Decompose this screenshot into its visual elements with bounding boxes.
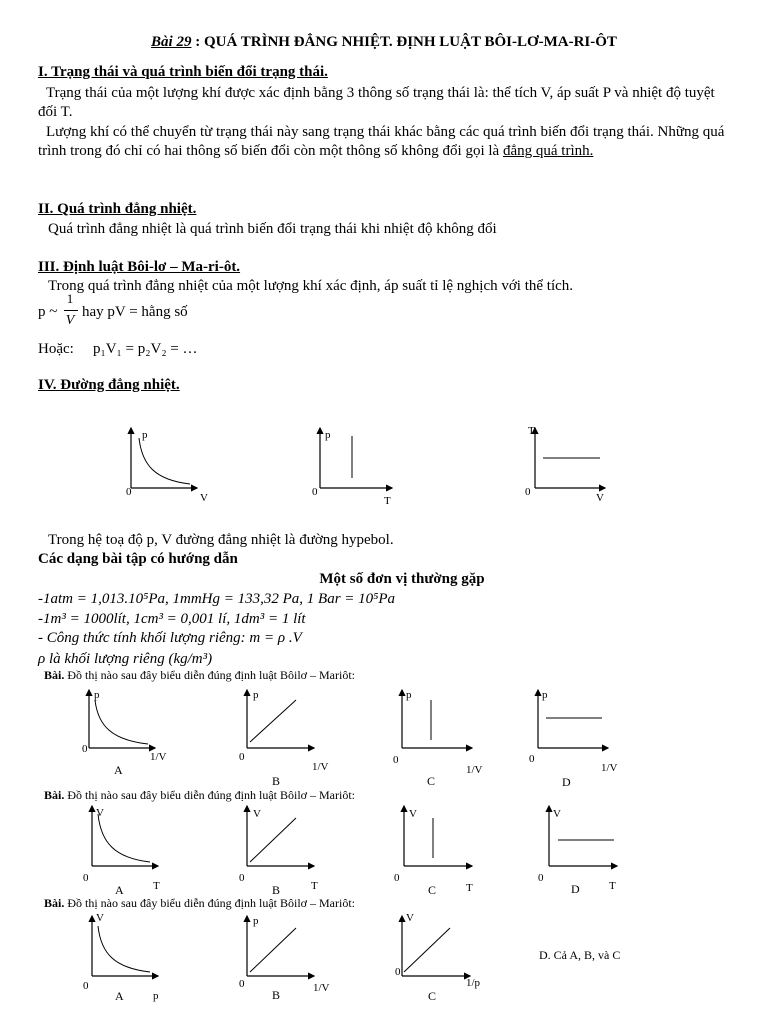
section2-heading: II. Quá trình đẳng nhiệt. <box>38 201 197 217</box>
svg-text:0: 0 <box>239 978 245 990</box>
lesson-number: Bài 29 <box>151 34 192 50</box>
svg-text:p: p <box>253 689 259 701</box>
section3-heading: III. Định luật Bôi-lơ – Ma-ri-ôt. <box>38 259 241 275</box>
svg-text:1/V: 1/V <box>150 751 167 763</box>
origin-label: 0 <box>525 486 531 498</box>
alt-label: Hoặc: <box>38 341 74 357</box>
hyperbola-curve <box>98 926 150 972</box>
q3-graph-b <box>239 915 330 1002</box>
straight-line <box>250 818 296 862</box>
svg-text:0: 0 <box>82 743 88 755</box>
unit-line-1: -1atm = 1,013.10⁵Pa, 1mmHg = 133,32 Pa, 1 Bar = 10⁵Pa <box>38 591 396 607</box>
formula-prefix: p ~ <box>38 304 58 320</box>
option-label: A <box>115 883 124 897</box>
svg-text:0: 0 <box>395 966 401 978</box>
svg-text:0: 0 <box>394 872 400 884</box>
isotherm-graph-tv <box>525 425 605 504</box>
svg-text:0: 0 <box>529 753 535 765</box>
q1-graph-a <box>82 689 167 777</box>
hyperbola-curve <box>98 814 150 862</box>
option-label: A <box>115 989 124 1003</box>
axis-y-label: p <box>142 429 148 441</box>
svg-text:1/p: 1/p <box>466 977 481 989</box>
svg-text:V: V <box>96 807 104 819</box>
svg-text:V: V <box>96 912 104 924</box>
svg-text:T: T <box>153 880 160 892</box>
question-3: Bài. Đồ thị nào sau đây biểu diễn đúng định luật Bôilơ – Mariôt: <box>44 896 355 910</box>
option-label: B <box>272 988 281 1002</box>
unit-line-3: - Công thức tính khối lượng riêng: m = ρ .V <box>38 630 302 646</box>
svg-text:0: 0 <box>83 872 89 884</box>
svg-text:1/V: 1/V <box>313 982 330 994</box>
formula-suffix: hay pV = hằng số <box>82 304 188 320</box>
q1-graph-d <box>529 689 618 789</box>
axis-y-label: T <box>528 425 535 437</box>
question-1: Bài. Đồ thị nào sau đây biểu diễn đúng định luật Bôilơ – Mariôt: <box>44 668 355 682</box>
isotherm-graph-pv <box>126 428 208 504</box>
question-2: Bài. Đồ thị nào sau đây biểu diễn đúng định luật Bôilơ – Mariôt: <box>44 788 355 802</box>
isotherm-graph-pt <box>312 428 392 507</box>
section1-para1: Trạng thái của một lượng khí được xác định bằng 3 thông số trạng thái là: thể tích V, áp suất P và nhiệt độ tuyệt đối T. <box>38 85 715 120</box>
units-title: Một số đơn vị thường gặp <box>319 571 485 587</box>
svg-text:1/V: 1/V <box>601 762 618 774</box>
svg-text:0: 0 <box>538 872 544 884</box>
exercises-heading: Các dạng bài tập có hướng dẫn <box>38 551 238 567</box>
formula-numerator: 1 <box>66 291 74 306</box>
unit-line-2: -1m³ = 1000lít, 1cm³ = 0,001 lí, 1dm³ = 1 lít <box>38 611 306 627</box>
straight-line <box>250 700 296 742</box>
option-label: C <box>428 883 437 897</box>
svg-text:p: p <box>253 915 259 927</box>
svg-text:p: p <box>542 689 548 701</box>
q2-graph-d <box>538 806 617 896</box>
option-label: D <box>562 775 571 789</box>
q2-graph-b <box>239 806 318 897</box>
q2-graph-a <box>83 806 160 897</box>
svg-text:p: p <box>153 990 159 1002</box>
option-label: C <box>427 774 436 788</box>
axis-x-label: V <box>596 492 604 504</box>
option-label: D <box>571 882 580 896</box>
svg-text:1/V: 1/V <box>312 761 329 773</box>
option-label: B <box>272 774 281 788</box>
lesson-title: QUÁ TRÌNH ĐẲNG NHIỆT. ĐỊNH LUẬT BÔI-LƠ-MA-RI-ÔT <box>203 34 617 50</box>
axis-y-label: p <box>325 429 331 441</box>
hyperbola-curve <box>139 438 190 484</box>
svg-text:T: T <box>466 882 473 894</box>
svg-text:T: T <box>311 880 318 892</box>
svg-text:0: 0 <box>239 872 245 884</box>
axis-x-label: V <box>200 492 208 504</box>
straight-line <box>404 928 450 972</box>
q2-graph-c <box>394 806 473 897</box>
svg-text:0: 0 <box>393 754 399 766</box>
svg-text:0: 0 <box>83 980 89 992</box>
origin-label: 0 <box>126 486 132 498</box>
q3-graph-c <box>395 912 481 1003</box>
q3-graph-a <box>83 912 159 1003</box>
unit-line-4: ρ là khối lượng riêng (kg/m³) <box>38 651 213 667</box>
svg-text:1/V: 1/V <box>466 764 483 776</box>
section3-para: Trong quá trình đẳng nhiệt của một lượng khí xác định, áp suất tỉ lệ nghịch với thể tích. <box>48 278 574 294</box>
section1-heading: I. Trạng thái và quá trình biến đổi trạng thái. <box>38 64 328 80</box>
origin-label: 0 <box>312 486 318 498</box>
option-label: B <box>272 883 281 897</box>
formula-denominator: V <box>65 313 75 328</box>
section2-para: Quá trình đẳng nhiệt là quá trình biến đổi trạng thái khi nhiệt độ không đổi <box>48 221 497 237</box>
straight-line <box>250 928 296 972</box>
svg-text:p: p <box>94 689 100 701</box>
alt-formula: p₁V₁ = p₂V₂ = … <box>93 341 198 357</box>
svg-text:V: V <box>253 808 261 820</box>
svg-text:0: 0 <box>239 751 245 763</box>
svg-text:p: p <box>406 689 412 701</box>
svg-text:T: T <box>609 880 616 892</box>
hyperbola-curve <box>95 700 148 744</box>
svg-text:V: V <box>409 808 417 820</box>
option-label: A <box>114 763 123 777</box>
svg-text:V: V <box>406 912 414 924</box>
svg-text:V: V <box>553 808 561 820</box>
q1-graph-b <box>239 689 329 788</box>
section4-heading: IV. Đường đẳng nhiệt. <box>38 377 180 393</box>
isotherm-note: Trong hệ toạ độ p, V đường đẳng nhiệt là đường hypebol. <box>48 532 394 548</box>
option-label: C <box>428 989 437 1003</box>
option-d-text: D. Cả A, B, và C <box>539 948 621 962</box>
q1-graph-c <box>393 689 483 788</box>
axis-x-label: T <box>384 495 391 507</box>
section1-para2: Lượng khí có thể chuyển từ trạng thái này sang trạng thái khác bằng các quá trình biến đổi trạng thái. Những quá trình trong đó chỉ có hai thông số biến đổi còn một thông số không đổi gọi là đẳng quá trình. <box>38 124 725 159</box>
page-title: Bài 29 : QUÁ TRÌNH ĐẲNG NHIỆT. ĐỊNH LUẬT BÔI-LƠ-MA-RI-ÔT <box>151 34 617 50</box>
